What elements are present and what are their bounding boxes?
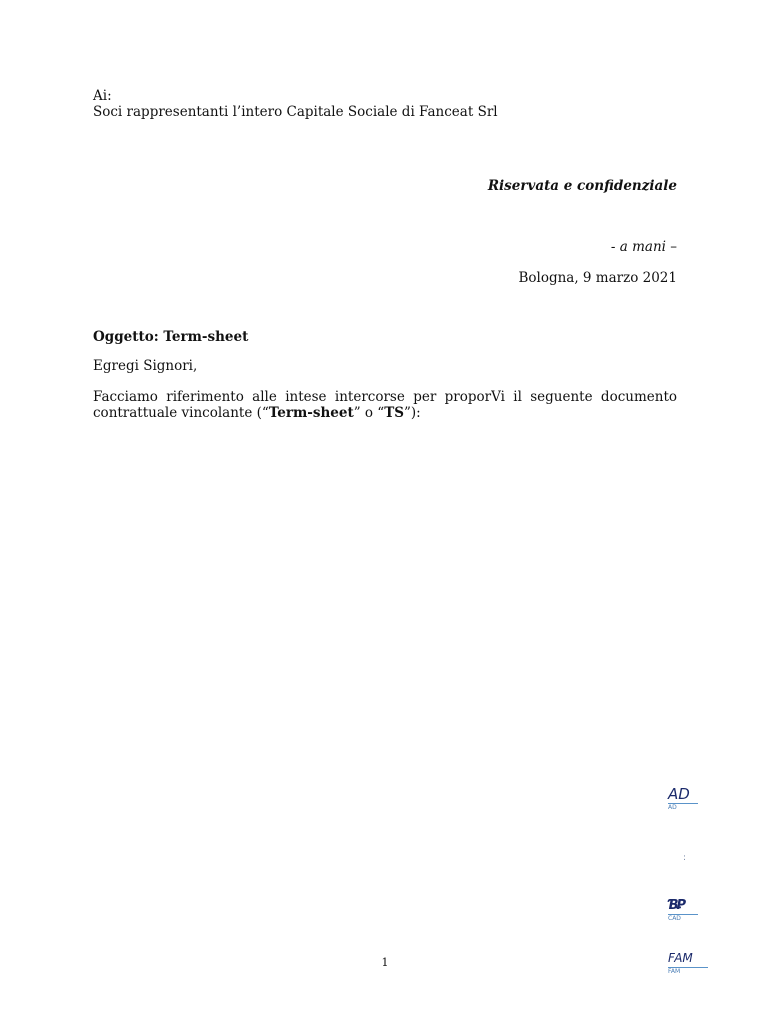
initials-ad [668, 787, 718, 811]
initials-caption-mark: : [683, 853, 687, 863]
signature-fam: FAM [668, 951, 693, 965]
body-part-1: Facciamo riferimento alle intese intercorse per proporVi il seguente documento contrattuale vincolante (“ [93, 389, 677, 421]
initials-caption-ad: AD [668, 804, 677, 811]
body-part-3: ”): [404, 405, 421, 421]
place-date: Bologna, 9 marzo 2021 [518, 270, 677, 286]
page-number: 1 [381, 956, 389, 969]
subject-line: Oggetto: Term-sheet [93, 329, 249, 345]
delivery-text: a mani [619, 239, 666, 255]
initials-caption-cad: CAD [668, 915, 681, 922]
initials-cad [668, 898, 718, 922]
initials-caption-fam: FAM [668, 968, 681, 975]
body-term-1: Term-sheet [268, 405, 354, 421]
greeting: Egregi Signori, [93, 358, 198, 374]
body-part-2: ” o “ [353, 405, 385, 421]
body-term-2: TS [384, 405, 404, 421]
body-paragraph [93, 389, 677, 421]
addressee-recipients: Soci rappresentanti l’intero Capitale Sociale di Fanceat Srl [93, 104, 498, 120]
addressee-block [93, 88, 498, 120]
initials-mark [683, 850, 733, 866]
delivery-suffix: – [665, 239, 677, 255]
signature-cad: ƁꝐ [668, 898, 685, 913]
addressee-label: Ai: [93, 88, 112, 104]
signature-ad: AD [668, 785, 690, 803]
confidentiality-notice: Riservata e confidenziale [487, 178, 677, 194]
delivery-note [611, 239, 677, 255]
delivery-prefix: - [610, 239, 620, 255]
